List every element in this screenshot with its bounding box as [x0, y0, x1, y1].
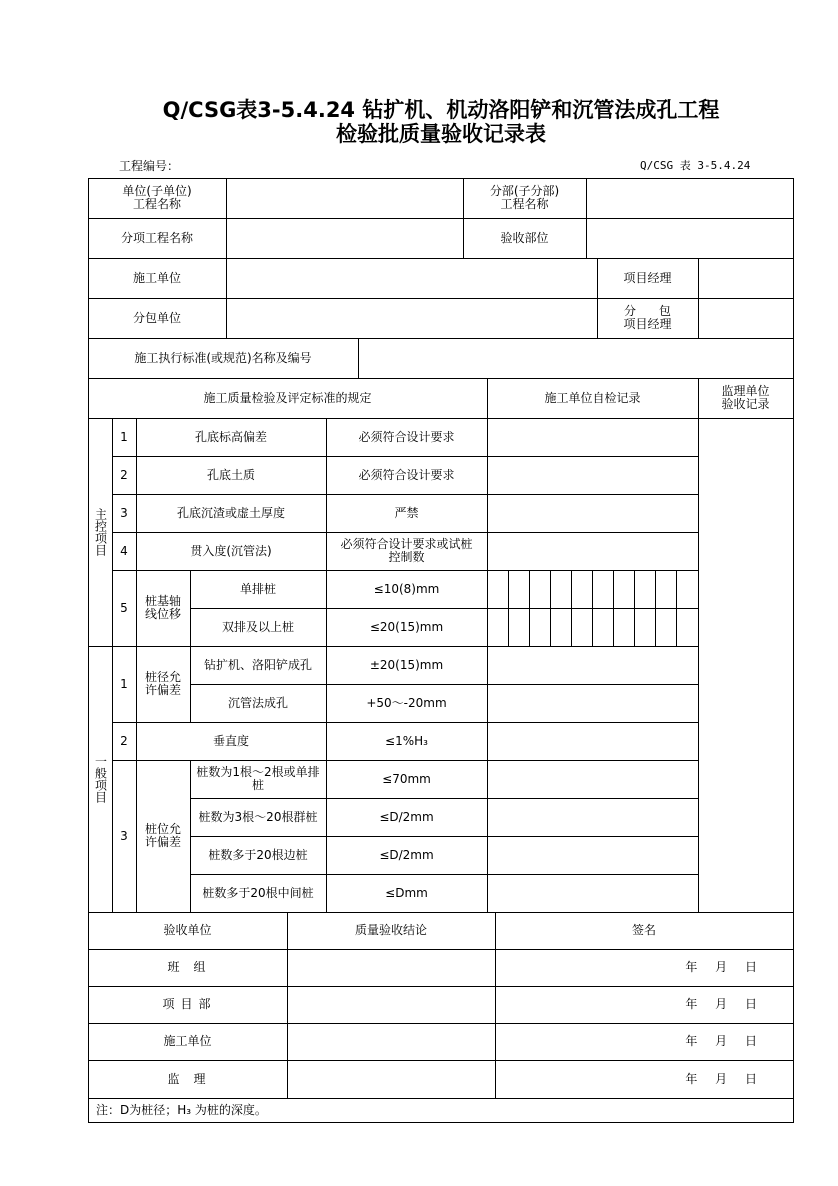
main-row-2-name: 孔底土质 — [206, 467, 255, 482]
acceptance-row-construction: 施工单位 — [163, 1034, 212, 1048]
main-row-4-name: 贯入度(沉管法) — [190, 543, 272, 558]
acceptance-part-field[interactable] — [586, 218, 793, 258]
acceptance-row-supervision-date: 年 月 日 — [685, 1071, 757, 1086]
acceptance-part-label: 验收部位 — [500, 230, 549, 245]
main-row-3-no: 3 — [120, 505, 128, 520]
item-project-field[interactable] — [226, 218, 463, 258]
main-row-2-req: 必须符合设计要求 — [358, 467, 455, 482]
sub-manager-label: 分 包 项目经理 — [623, 304, 672, 331]
construction-unit-field[interactable] — [226, 258, 597, 298]
main-row-5b-req: ≤20(15)mm — [369, 619, 444, 634]
general-row-1-name: 桩径允 许偏差 — [144, 670, 181, 697]
general-row-3d-name: 桩数多于20根中间桩 — [202, 885, 314, 900]
main-row-1-no: 1 — [120, 429, 128, 444]
main-row-5-no: 5 — [120, 600, 128, 615]
main-row-5a-name: 单排桩 — [239, 581, 276, 596]
general-row-3a-name: 桩数为1根～2根或单排 桩 — [196, 765, 320, 792]
main-row-3-req: 严禁 — [394, 505, 419, 520]
acceptance-sign-header: 签名 — [631, 923, 656, 937]
standard-label: 施工执行标准(或规范)名称及编号 — [134, 350, 312, 365]
general-row-3-no: 3 — [120, 828, 128, 843]
acceptance-row-team: 班组 — [167, 960, 220, 974]
general-row-1b-name: 沉管法成孔 — [227, 695, 288, 710]
project-manager-label: 项目经理 — [623, 270, 672, 285]
self-check-column-header: 施工单位自检记录 — [544, 390, 641, 405]
footnote: 注：D为桩径；H₃ 为桩的深度。 — [96, 1102, 267, 1117]
general-row-2-req: ≤1%H₃ — [385, 733, 428, 748]
project-number-label: 工程编号： — [119, 159, 180, 173]
main-row-1-req: 必须符合设计要求 — [358, 429, 455, 444]
acceptance-row-project-dept-date: 年 月 日 — [685, 997, 757, 1011]
main-row-5b-name: 双排及以上桩 — [221, 619, 294, 634]
general-row-3a-req: ≤70mm — [382, 771, 431, 786]
main-items-group-label: 主控项目 — [93, 508, 108, 556]
general-row-2-no: 2 — [120, 733, 128, 748]
form-code: Q/CSG 表 3-5.4.24 — [640, 159, 751, 172]
general-row-1b-req: +50～-20mm — [366, 695, 447, 710]
general-row-3d-req: ≤Dmm — [385, 885, 428, 900]
general-row-1a-name: 钻扩机、洛阳铲成孔 — [203, 657, 312, 672]
sub-manager-field[interactable] — [698, 298, 793, 338]
main-row-5a-req: ≤10(8)mm — [373, 581, 440, 596]
standard-field[interactable] — [358, 338, 793, 378]
general-row-1a-req: ±20(15)mm — [369, 657, 444, 672]
subcontract-unit-label: 分包单位 — [132, 310, 181, 325]
main-row-4-no: 4 — [120, 543, 128, 558]
unit-project-label: 单位(子单位) 工程名称 — [122, 184, 192, 211]
acceptance-unit-header: 验收单位 — [163, 923, 212, 937]
general-row-2-name: 垂直度 — [212, 733, 249, 748]
general-row-1-no: 1 — [120, 676, 128, 691]
acceptance-row-project-dept: 项目部 — [162, 997, 217, 1011]
main-row-1-name: 孔底标高偏差 — [194, 429, 267, 444]
general-row-3-name: 桩位允 许偏差 — [144, 822, 181, 849]
main-row-3-name: 孔底沉渣或虚土厚度 — [176, 505, 285, 520]
main-row-5-name: 桩基轴 线位移 — [144, 594, 181, 621]
general-items-group-label: 一般项目 — [93, 755, 108, 803]
general-row-3b-name: 桩数为3根～20根群桩 — [198, 809, 318, 824]
form-title-line2: 检验批质量验收记录表 — [336, 122, 546, 146]
rules-column-header: 施工质量检验及评定标准的规定 — [203, 390, 372, 405]
acceptance-row-construction-date: 年 月 日 — [685, 1034, 757, 1048]
acceptance-row-supervision: 监理 — [167, 1071, 220, 1086]
project-manager-field[interactable] — [698, 258, 793, 298]
general-row-3c-name: 桩数多于20根边桩 — [208, 847, 308, 862]
general-row-3c-req: ≤D/2mm — [379, 847, 434, 862]
unit-project-field[interactable] — [226, 178, 463, 218]
main-row-4-req: 必须符合设计要求或试桩 控制数 — [340, 537, 473, 564]
subcontract-unit-field[interactable] — [226, 298, 597, 338]
form-title-line1: Q/CSG表3-5.4.24 钻扩机、机动洛阳铲和沉管法成孔工程 — [162, 98, 720, 122]
sub-project-label: 分部(子分部) 工程名称 — [489, 184, 560, 211]
supervision-column-header: 监理单位 验收记录 — [721, 384, 770, 411]
construction-unit-label: 施工单位 — [132, 270, 181, 285]
acceptance-row-team-date: 年 月 日 — [685, 960, 757, 974]
item-project-label: 分项工程名称 — [120, 230, 193, 245]
acceptance-conclusion-header: 质量验收结论 — [354, 923, 427, 937]
sub-project-field[interactable] — [586, 178, 793, 218]
general-row-3b-req: ≤D/2mm — [379, 809, 434, 824]
main-row-2-no: 2 — [120, 467, 128, 482]
